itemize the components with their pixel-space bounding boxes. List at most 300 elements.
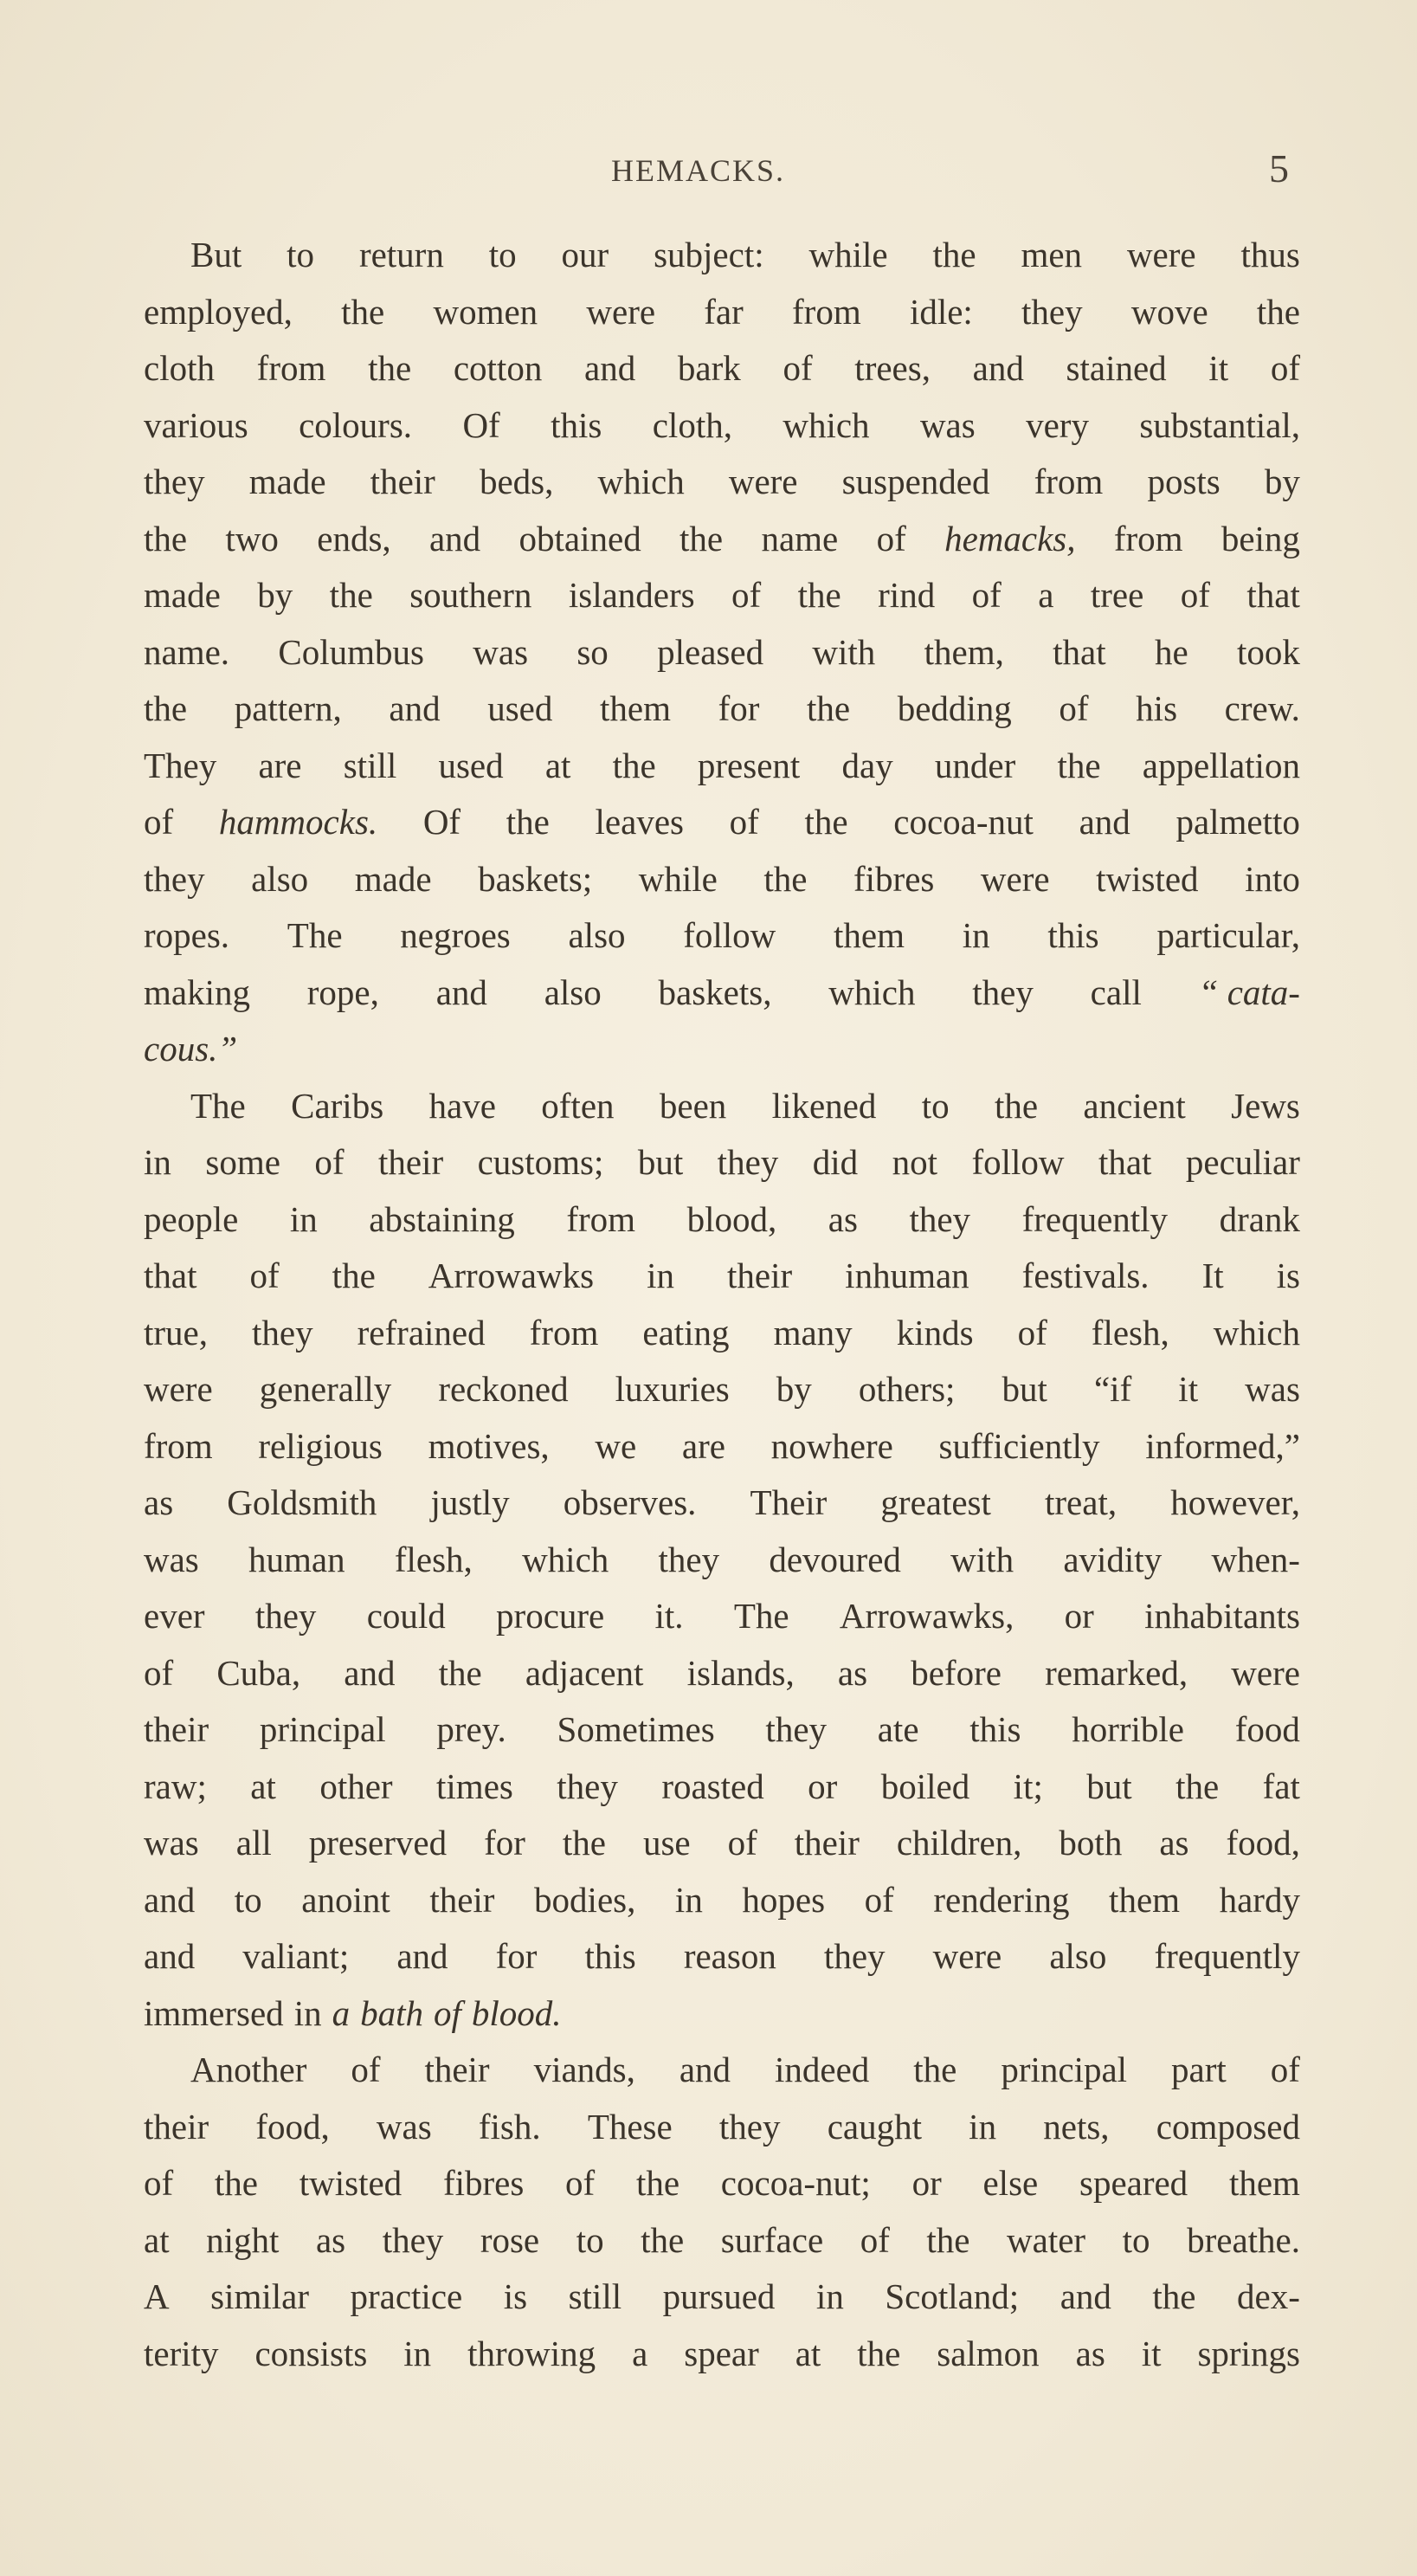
word: various	[144, 404, 248, 445]
word: idle:	[909, 291, 973, 332]
word: was	[1245, 1369, 1300, 1409]
word: horrible	[1072, 1709, 1185, 1749]
word: greatest	[880, 1482, 991, 1522]
word: “if	[1093, 1369, 1132, 1409]
word: luxuries	[615, 1369, 730, 1409]
word: ever	[144, 1596, 205, 1636]
word: this	[551, 404, 602, 445]
word: The	[733, 1596, 789, 1636]
word: a	[1038, 575, 1054, 615]
word: night	[206, 2219, 280, 2260]
word: in	[969, 2106, 997, 2147]
word: drank	[1219, 1198, 1300, 1239]
word: inhuman	[845, 1256, 969, 1295]
word: of	[731, 575, 762, 615]
word: of	[860, 2219, 890, 2260]
word: of	[565, 2163, 596, 2203]
text-line	[144, 1588, 1300, 1645]
word: ropes.	[144, 915, 230, 955]
word: he	[1154, 631, 1188, 672]
word: rind	[878, 575, 936, 615]
word: cloth	[144, 348, 215, 388]
word: before	[911, 1652, 1002, 1693]
text-line	[144, 624, 1300, 681]
text-line	[144, 2155, 1300, 2212]
text-line	[144, 340, 1300, 397]
word: many	[773, 1312, 853, 1353]
word: their	[370, 462, 435, 501]
word: southern	[409, 575, 532, 615]
word: their	[144, 2106, 209, 2147]
word: flesh,	[394, 1539, 473, 1579]
word: which	[1213, 1312, 1300, 1353]
word: they	[717, 1142, 779, 1182]
word: terity	[144, 2333, 219, 2373]
word: Of	[462, 404, 500, 445]
word: this	[1047, 915, 1099, 955]
word: Another	[190, 2050, 307, 2089]
word: baskets,	[658, 972, 772, 1012]
word: fibres	[853, 858, 935, 899]
word: follow	[683, 915, 776, 955]
word: by	[257, 575, 293, 615]
word: similar	[210, 2276, 309, 2316]
text-line	[144, 965, 1300, 1022]
word: substantial,	[1139, 404, 1300, 445]
word: Cuba,	[216, 1652, 301, 1693]
word: “ cata-	[1198, 972, 1300, 1012]
word: to	[576, 2219, 604, 2260]
text-line	[144, 227, 1300, 284]
word: caught	[827, 2106, 922, 2147]
word: at	[544, 745, 571, 785]
word: observes.	[563, 1482, 697, 1522]
word: and	[144, 1879, 196, 1920]
word: children,	[896, 1823, 1022, 1863]
word: made	[144, 575, 221, 615]
word: also	[544, 972, 602, 1012]
text-line	[144, 1418, 1300, 1475]
word: A	[144, 2276, 170, 2316]
word: the	[932, 235, 976, 274]
word: which	[828, 972, 916, 1012]
word: used	[438, 745, 504, 785]
text-line	[144, 794, 1300, 851]
word: the	[857, 2333, 901, 2373]
word: they	[1021, 291, 1083, 332]
word: also	[251, 858, 309, 899]
word: avidity	[1063, 1539, 1163, 1579]
word: hardy	[1219, 1879, 1300, 1920]
word: the	[368, 348, 412, 388]
word: of	[971, 575, 1002, 615]
word: hammocks.	[218, 802, 378, 842]
word: as	[1075, 2333, 1105, 2373]
word: devoured	[769, 1539, 901, 1579]
word: still	[343, 745, 397, 785]
word: they	[254, 1596, 317, 1636]
word: which	[597, 462, 685, 501]
word: fish.	[478, 2106, 541, 2147]
word: day	[841, 745, 893, 785]
word: food,	[1226, 1823, 1300, 1863]
word: remarked,	[1045, 1652, 1188, 1693]
word: also	[1049, 1936, 1107, 1976]
text-line	[144, 1985, 1300, 2043]
word: twisted	[299, 2163, 403, 2203]
word: and	[389, 688, 441, 728]
word: employed,	[144, 291, 293, 332]
word: the	[1152, 2276, 1196, 2316]
word: particular,	[1156, 915, 1300, 955]
page-number: 5	[1269, 146, 1289, 190]
word: principal	[259, 1709, 386, 1749]
word: anoint	[301, 1879, 390, 1920]
word: all	[235, 1823, 272, 1863]
text-line	[144, 2269, 1300, 2326]
word: our	[561, 235, 609, 274]
word: Columbus	[278, 631, 424, 672]
word: rendering	[933, 1879, 1070, 1920]
word: twisted	[1096, 858, 1199, 899]
word: rose	[480, 2219, 540, 2260]
word: some	[205, 1142, 280, 1182]
word: took	[1236, 631, 1300, 672]
word: were	[1126, 235, 1196, 274]
word: of	[434, 1992, 461, 2033]
word: of	[1270, 2050, 1300, 2089]
word: that	[144, 1256, 197, 1295]
word: likened	[771, 1085, 877, 1126]
word: Jews	[1231, 1085, 1300, 1126]
word: leaves	[595, 802, 684, 842]
text-line	[144, 1305, 1300, 1362]
text-line	[144, 2042, 1300, 2099]
word: Goldsmith	[227, 1482, 377, 1522]
word: of	[729, 802, 759, 842]
word: people	[144, 1198, 239, 1239]
word: used	[487, 688, 553, 728]
text-line	[144, 511, 1300, 568]
word: which	[783, 404, 870, 445]
word: under	[934, 745, 1016, 785]
word: they	[252, 1312, 313, 1353]
word: Arrowawks,	[839, 1596, 1014, 1636]
word: the	[1057, 745, 1101, 785]
word: Scotland;	[885, 2276, 1020, 2316]
word: negroes	[400, 915, 511, 955]
word: was	[144, 1539, 199, 1579]
word: speared	[1079, 2163, 1188, 2203]
word: it	[1208, 348, 1229, 388]
word: from	[144, 1425, 213, 1466]
word: being	[1221, 518, 1300, 558]
word: use	[642, 1823, 691, 1863]
word: islands,	[686, 1652, 795, 1693]
word: the	[438, 1652, 482, 1693]
word: could	[366, 1596, 446, 1636]
word: in	[815, 2276, 844, 2316]
word: the	[506, 802, 550, 842]
word: cous.”	[144, 1029, 238, 1068]
word: religious	[258, 1425, 383, 1466]
word: and	[972, 348, 1024, 388]
word: of	[876, 518, 906, 558]
word: others;	[858, 1369, 956, 1409]
word: Arrowawks	[428, 1256, 595, 1295]
word: this	[969, 1709, 1021, 1749]
word: and	[1060, 2276, 1111, 2316]
word: however,	[1170, 1482, 1300, 1522]
word: in	[144, 1142, 171, 1182]
word: as	[837, 1652, 868, 1693]
word: The	[287, 915, 343, 955]
word: generally	[259, 1369, 392, 1409]
word: this	[584, 1936, 636, 1976]
word: the	[329, 575, 373, 615]
word: practice	[350, 2276, 463, 2316]
word: as	[144, 1482, 174, 1522]
word: two	[225, 518, 279, 558]
word: They	[144, 745, 217, 785]
word: obtained	[518, 518, 641, 558]
word: of	[144, 1652, 174, 1693]
word: dex-	[1237, 2276, 1300, 2316]
word: the	[1256, 291, 1300, 332]
word: women	[433, 291, 538, 332]
word: still	[568, 2276, 622, 2316]
word: of	[1017, 1312, 1047, 1353]
word: call	[1090, 972, 1142, 1012]
word: in	[403, 2333, 432, 2373]
text-line	[144, 681, 1300, 738]
word: they	[382, 2219, 444, 2260]
word: the	[562, 1823, 606, 1863]
word: and	[396, 1936, 448, 1976]
word: were	[144, 1369, 213, 1409]
word: their	[424, 2050, 490, 2089]
word: the	[797, 575, 841, 615]
word: they	[658, 1539, 720, 1579]
word: in	[289, 1198, 318, 1239]
word: when-	[1211, 1539, 1300, 1579]
word: while	[638, 858, 718, 899]
word: from	[1034, 462, 1104, 501]
word: their	[727, 1256, 793, 1295]
word: were	[586, 291, 656, 332]
word: name	[761, 518, 839, 558]
word: fat	[1262, 1766, 1300, 1806]
word: been	[659, 1085, 727, 1126]
word: or	[1064, 1596, 1094, 1636]
word: far	[704, 291, 744, 332]
word: frequently	[1154, 1936, 1300, 1976]
word: was	[144, 1823, 199, 1863]
word: and	[428, 518, 481, 558]
word: nets,	[1043, 2106, 1110, 2147]
word: motives,	[428, 1425, 550, 1466]
word: stained	[1066, 348, 1167, 388]
word: of	[351, 2050, 381, 2089]
word: food,	[255, 2106, 330, 2147]
word: his	[1136, 688, 1178, 728]
word: of	[1059, 688, 1089, 728]
word: in	[293, 1992, 322, 2033]
word: them	[834, 915, 905, 955]
word: of	[144, 802, 174, 842]
word: their	[429, 1879, 495, 1920]
word: trees,	[854, 348, 931, 388]
word: follow	[971, 1142, 1065, 1182]
word: bath	[360, 1992, 423, 2033]
word: was	[376, 2106, 432, 2147]
word: the	[332, 1256, 376, 1295]
text-line	[144, 1928, 1300, 1985]
word: from	[529, 1312, 599, 1353]
word: rope,	[306, 972, 379, 1012]
word: the	[641, 2219, 685, 2260]
word: a	[332, 1992, 351, 2033]
word: were	[980, 858, 1050, 899]
word: not	[892, 1142, 937, 1182]
word: of	[727, 1823, 757, 1863]
text-line	[144, 2326, 1300, 2383]
word: it	[1178, 1369, 1199, 1409]
word: with	[950, 1539, 1014, 1579]
word: for	[484, 1823, 525, 1863]
word: the	[635, 2163, 680, 2203]
text-line	[144, 1872, 1300, 1929]
word: and	[1079, 802, 1130, 842]
word: in	[674, 1879, 703, 1920]
word: roasted	[661, 1766, 764, 1806]
text-line	[144, 1532, 1300, 1589]
text-line	[144, 284, 1300, 341]
word: refrained	[357, 1312, 486, 1353]
word: that	[1053, 631, 1106, 672]
word: in	[962, 915, 990, 955]
word: fibres	[442, 2163, 525, 2203]
word: at	[795, 2333, 821, 2373]
word: that	[1098, 1142, 1152, 1182]
word: colours.	[299, 404, 413, 445]
word: informed,”	[1145, 1425, 1300, 1466]
text-line	[144, 1078, 1300, 1135]
word: they	[718, 2106, 781, 2147]
word: they	[557, 1766, 618, 1806]
word: are	[681, 1425, 725, 1466]
word: the	[1175, 1766, 1220, 1806]
word: other	[319, 1766, 393, 1806]
text-line	[144, 1815, 1300, 1872]
text-line	[144, 1248, 1300, 1305]
word: the	[994, 1085, 1039, 1126]
text-line	[144, 1645, 1300, 1702]
word: that	[1246, 575, 1300, 615]
text-line	[144, 1475, 1300, 1532]
word: the	[680, 518, 724, 558]
word: nowhere	[770, 1425, 893, 1466]
word: to	[1122, 2219, 1150, 2260]
word: times	[436, 1766, 513, 1806]
word: the	[612, 745, 656, 785]
word: adjacent	[525, 1652, 644, 1693]
word: bedding	[897, 688, 1012, 728]
word: present	[697, 745, 801, 785]
word: bark	[677, 348, 741, 388]
word: did	[812, 1142, 859, 1182]
word: or	[808, 1766, 838, 1806]
text-line	[144, 1759, 1300, 1816]
word: in	[647, 1256, 674, 1295]
word: and	[584, 348, 636, 388]
word: ate	[877, 1709, 919, 1749]
word: treat,	[1045, 1482, 1117, 1522]
word: justly	[430, 1482, 510, 1522]
word: spear	[684, 2333, 759, 2373]
word: they	[144, 462, 205, 501]
word: made	[248, 462, 326, 501]
word: flesh,	[1091, 1312, 1169, 1353]
word: customs;	[477, 1142, 604, 1182]
word: else	[982, 2163, 1039, 2203]
word: by	[776, 1369, 812, 1409]
word: but	[1086, 1766, 1132, 1806]
word: posts	[1147, 462, 1221, 501]
word: reckoned	[438, 1369, 569, 1409]
word: from	[566, 1198, 636, 1239]
word: the	[913, 2050, 957, 2089]
word: cotton	[453, 348, 543, 388]
word: to	[234, 1879, 262, 1920]
word: were	[932, 1936, 1002, 1976]
word: immersed	[144, 1992, 284, 2033]
word: their	[144, 1709, 209, 1749]
word: procure	[496, 1596, 605, 1636]
word: blood,	[686, 1198, 777, 1239]
word: of	[783, 348, 813, 388]
word: subject:	[654, 235, 764, 274]
word: the	[144, 518, 188, 558]
word: true,	[144, 1312, 208, 1353]
word: It	[1201, 1256, 1224, 1295]
word: while	[808, 235, 888, 274]
word: to	[488, 235, 517, 274]
text-line	[144, 1701, 1300, 1759]
word: thus	[1240, 235, 1300, 274]
word: their	[794, 1823, 860, 1863]
word: their	[377, 1142, 444, 1182]
word: of	[1270, 348, 1300, 388]
word: and	[344, 1652, 396, 1693]
word: of	[144, 2163, 174, 2203]
word: at	[144, 2219, 170, 2260]
word: into	[1245, 858, 1300, 899]
word: sufficiently	[938, 1425, 1100, 1466]
word: viands,	[533, 2050, 635, 2089]
word: the	[807, 688, 851, 728]
word: for	[718, 688, 760, 728]
word: prey.	[436, 1709, 506, 1749]
word: we	[595, 1425, 637, 1466]
word: crew.	[1224, 688, 1300, 728]
word: Of	[422, 802, 461, 842]
word: composed	[1156, 2106, 1300, 2147]
text-line	[144, 454, 1300, 511]
word: cloth,	[652, 404, 732, 445]
word: for	[495, 1936, 538, 1976]
text-line	[144, 738, 1300, 795]
